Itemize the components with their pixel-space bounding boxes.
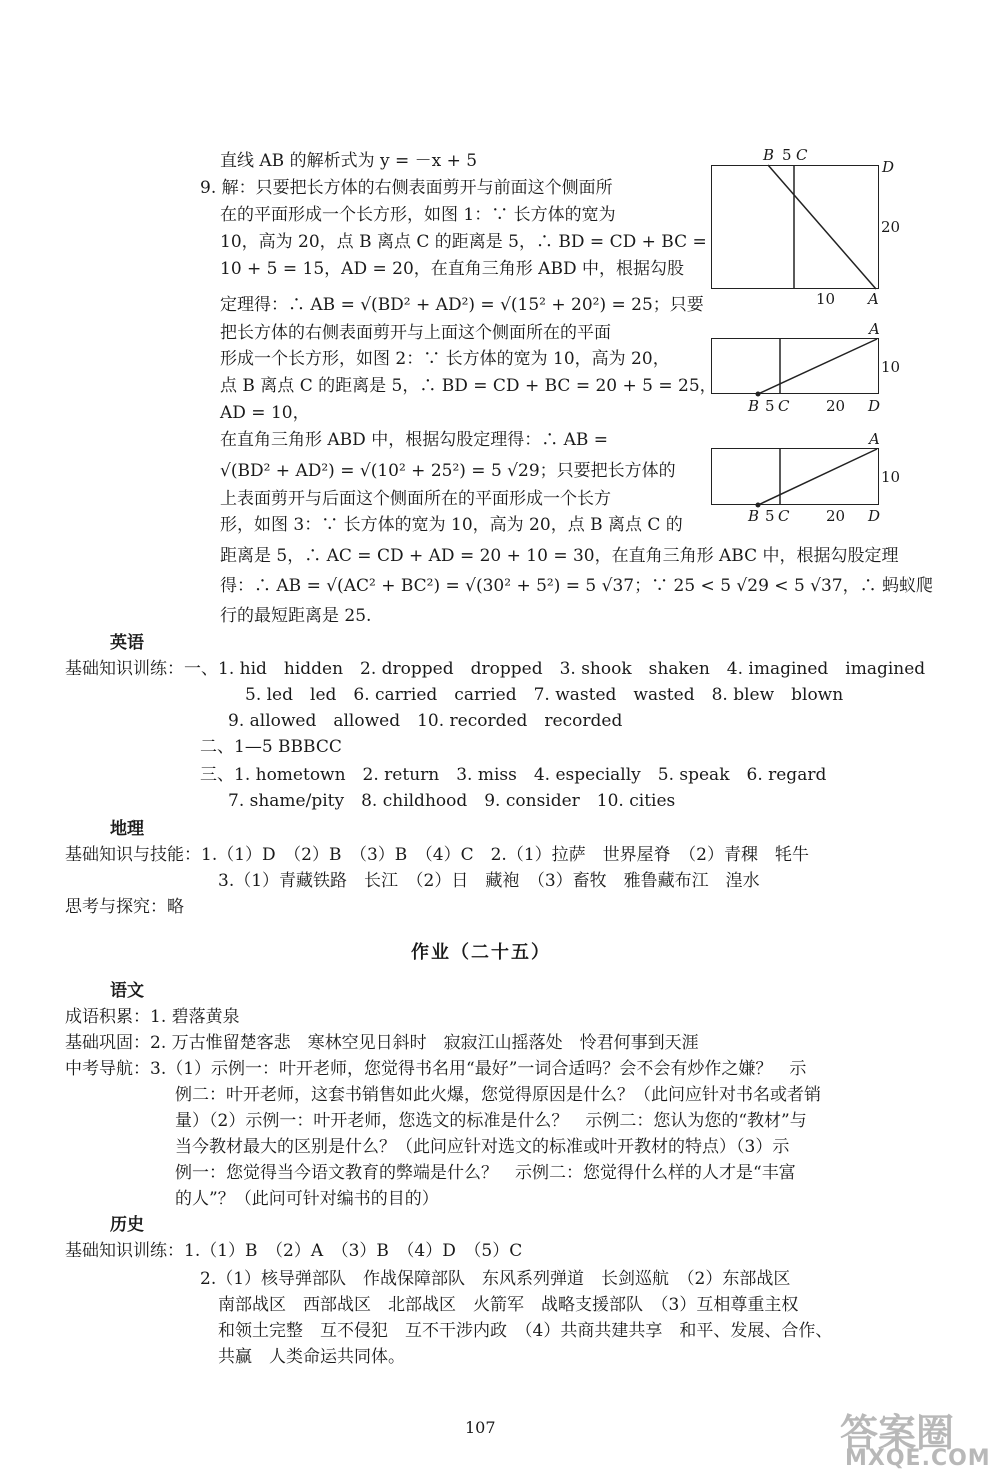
figure-3-label-c: C — [778, 507, 790, 525]
figure-1-label-b: B — [763, 146, 775, 164]
history-line: 基础知识训练：1.（1）B （2）A （3）B （4）D （5）C — [65, 1241, 523, 1261]
figure-3-label-5: 5 — [765, 507, 775, 525]
figure-2-label-5: 5 — [765, 397, 775, 415]
history-heading: 历史 — [110, 1215, 144, 1235]
figure-3-rect — [711, 448, 879, 505]
math-line: 在的平面形成一个长方形，如图 1：∵ 长方体的宽为 — [220, 205, 616, 225]
english-line: 基础知识训练：一、1. hid hidden 2. dropped dropped 3. shook shaken 4. imagined imagined — [65, 659, 926, 679]
math-line: 距离是 5，∴ AC = CD + AD = 20 + 10 = 30，在直角三角形 ABC 中，根据勾股定理 — [220, 546, 899, 566]
chinese-line: 当今教材最大的区别是什么？（此问应针对选文的标准或叶开教材的特点）（3）示 — [175, 1137, 790, 1157]
geography-line: 3.（1）青藏铁路 长江 （2）日 藏袍 （3）畜牧 雅鲁藏布江 湟水 — [218, 871, 760, 891]
figure-3-label-a: A — [869, 430, 880, 448]
math-line: 上表面剪开与后面这个侧面所在的平面形成一个长方 — [220, 489, 611, 509]
math-line: 直线 AB 的解析式为 y = －x + 5 — [220, 151, 478, 171]
watermark-url: MXQE.COM — [845, 1446, 991, 1471]
page-number: 107 — [465, 1418, 496, 1437]
math-line: √(BD² + AD²) = √(10² + 25²) = 5 √29；只要把长方体的 — [220, 461, 676, 481]
math-line: 得：∴ AB = √(AC² + BC²) = √(30² + 5²) = 5 √37；∵ 25 < 5 √29 < 5 √37，∴ 蚂蚁爬 — [220, 576, 934, 596]
english-line: 5. led led 6. carried carried 7. wasted wasted 8. blew blown — [245, 685, 844, 705]
figure-3-label-10: 10 — [881, 468, 901, 486]
chinese-line: 基础巩固：2. 万古惟留楚客悲 寒林空见日斜时 寂寂江山摇落处 怜君何事到天涯 — [65, 1033, 699, 1053]
figure-1-label-10: 10 — [816, 290, 836, 308]
math-line: 行的最短距离是 25. — [220, 606, 372, 626]
chinese-line: 量）（2）示例一：叶开老师，您选文的标准是什么？ 示例二：您认为您的“教材”与 — [175, 1111, 807, 1131]
chinese-line: 中考导航：3.（1）示例一：叶开老师，您觉得书名用“最好”一词合适吗？会不会有炒作之嫌？ 示 — [65, 1059, 807, 1079]
figure-2-label-b: B — [748, 397, 760, 415]
figure-2-label-20: 20 — [826, 397, 846, 415]
figure-3-label-b: B — [748, 507, 760, 525]
english-line: 二、1—5 BBBCC — [200, 737, 342, 757]
chinese-line: 例一：您觉得当今语文教育的弊端是什么？ 示例二：您觉得什么样的人才是“丰富 — [175, 1163, 796, 1183]
chinese-line: 的人”？（此问可针对编书的目的） — [175, 1189, 439, 1209]
english-heading: 英语 — [110, 633, 144, 653]
math-line: 形成一个长方形，如图 2：∵ 长方体的宽为 10，高为 20， — [220, 349, 670, 369]
section-title: 作业（二十五） — [411, 942, 551, 963]
figure-1-label-5: 5 — [782, 146, 792, 164]
chinese-line: 例二：叶开老师，这套书销售如此火爆，您觉得原因是什么？（此问应针对书名或者销 — [175, 1085, 821, 1105]
figure-1-label-20: 20 — [881, 218, 901, 236]
figure-3-label-20: 20 — [826, 507, 846, 525]
math-line: 10 + 5 = 15，AD = 20，在直角三角形 ABD 中，根据勾股 — [220, 259, 684, 279]
history-line: 共赢 人类命运共同体。 — [218, 1347, 405, 1367]
history-line: 南部战区 西部战区 北部战区 火箭军 战略支援部队 （3）互相尊重主权 — [218, 1295, 799, 1315]
geography-line: 基础知识与技能：1.（1）D （2）B （3）B （4）C 2.（1）拉萨 世界屋脊 （2）青稞 牦牛 — [65, 845, 809, 865]
english-line: 三、1. hometown 2. return 3. miss 4. especially 5. speak 6. regard — [200, 765, 827, 785]
figure-3-label-d: D — [868, 507, 881, 525]
geography-heading: 地理 — [110, 819, 144, 839]
history-line: 和领土完整 互不侵犯 互不干涉内政 （4）共商共建共享 和平、发展、合作、 — [218, 1321, 833, 1341]
math-line: 9. 解：只要把长方体的右侧表面剪开与前面这个侧面所 — [200, 178, 613, 198]
chinese-line: 成语积累：1. 碧落黄泉 — [65, 1007, 240, 1027]
figure-2-label-a: A — [869, 320, 880, 338]
figure-2-label-d: D — [868, 397, 881, 415]
geography-line: 思考与探究：略 — [65, 897, 184, 917]
figure-1-label-c: C — [796, 146, 808, 164]
math-line: 形，如图 3：∵ 长方体的宽为 10，高为 20，点 B 离点 C 的 — [220, 515, 683, 535]
figure-1-label-d: D — [882, 158, 895, 176]
history-line: 2.（1）核导弹部队 作战保障部队 东风系列弹道 长剑巡航 （2）东部战区 — [200, 1269, 791, 1289]
chinese-heading: 语文 — [110, 981, 144, 1001]
figure-1-rect — [711, 165, 879, 289]
figure-2-label-10: 10 — [881, 358, 901, 376]
math-line: 点 B 离点 C 的距离是 5，∴ BD = CD + BC = 20 + 5 = 25， — [220, 376, 717, 396]
figure-1-label-a: A — [868, 290, 879, 308]
math-line: 在直角三角形 ABD 中，根据勾股定理得：∴ AB = — [220, 430, 609, 450]
math-line: AD = 10， — [220, 403, 310, 423]
math-line: 把长方体的右侧表面剪开与上面这个侧面所在的平面 — [220, 323, 611, 343]
figure-2-rect — [711, 338, 879, 394]
english-line: 7. shame/pity 8. childhood 9. consider 10. cities — [228, 791, 676, 811]
english-line: 9. allowed allowed 10. recorded recorded — [228, 711, 623, 731]
math-line: 定理得：∴ AB = √(BD² + AD²) = √(15² + 20²) = 25；只要 — [220, 295, 704, 315]
watermark-logo: 答案圈 — [840, 1411, 955, 1455]
math-line: 10，高为 20，点 B 离点 C 的距离是 5，∴ BD = CD + BC = — [220, 232, 707, 252]
figure-2-label-c: C — [778, 397, 790, 415]
